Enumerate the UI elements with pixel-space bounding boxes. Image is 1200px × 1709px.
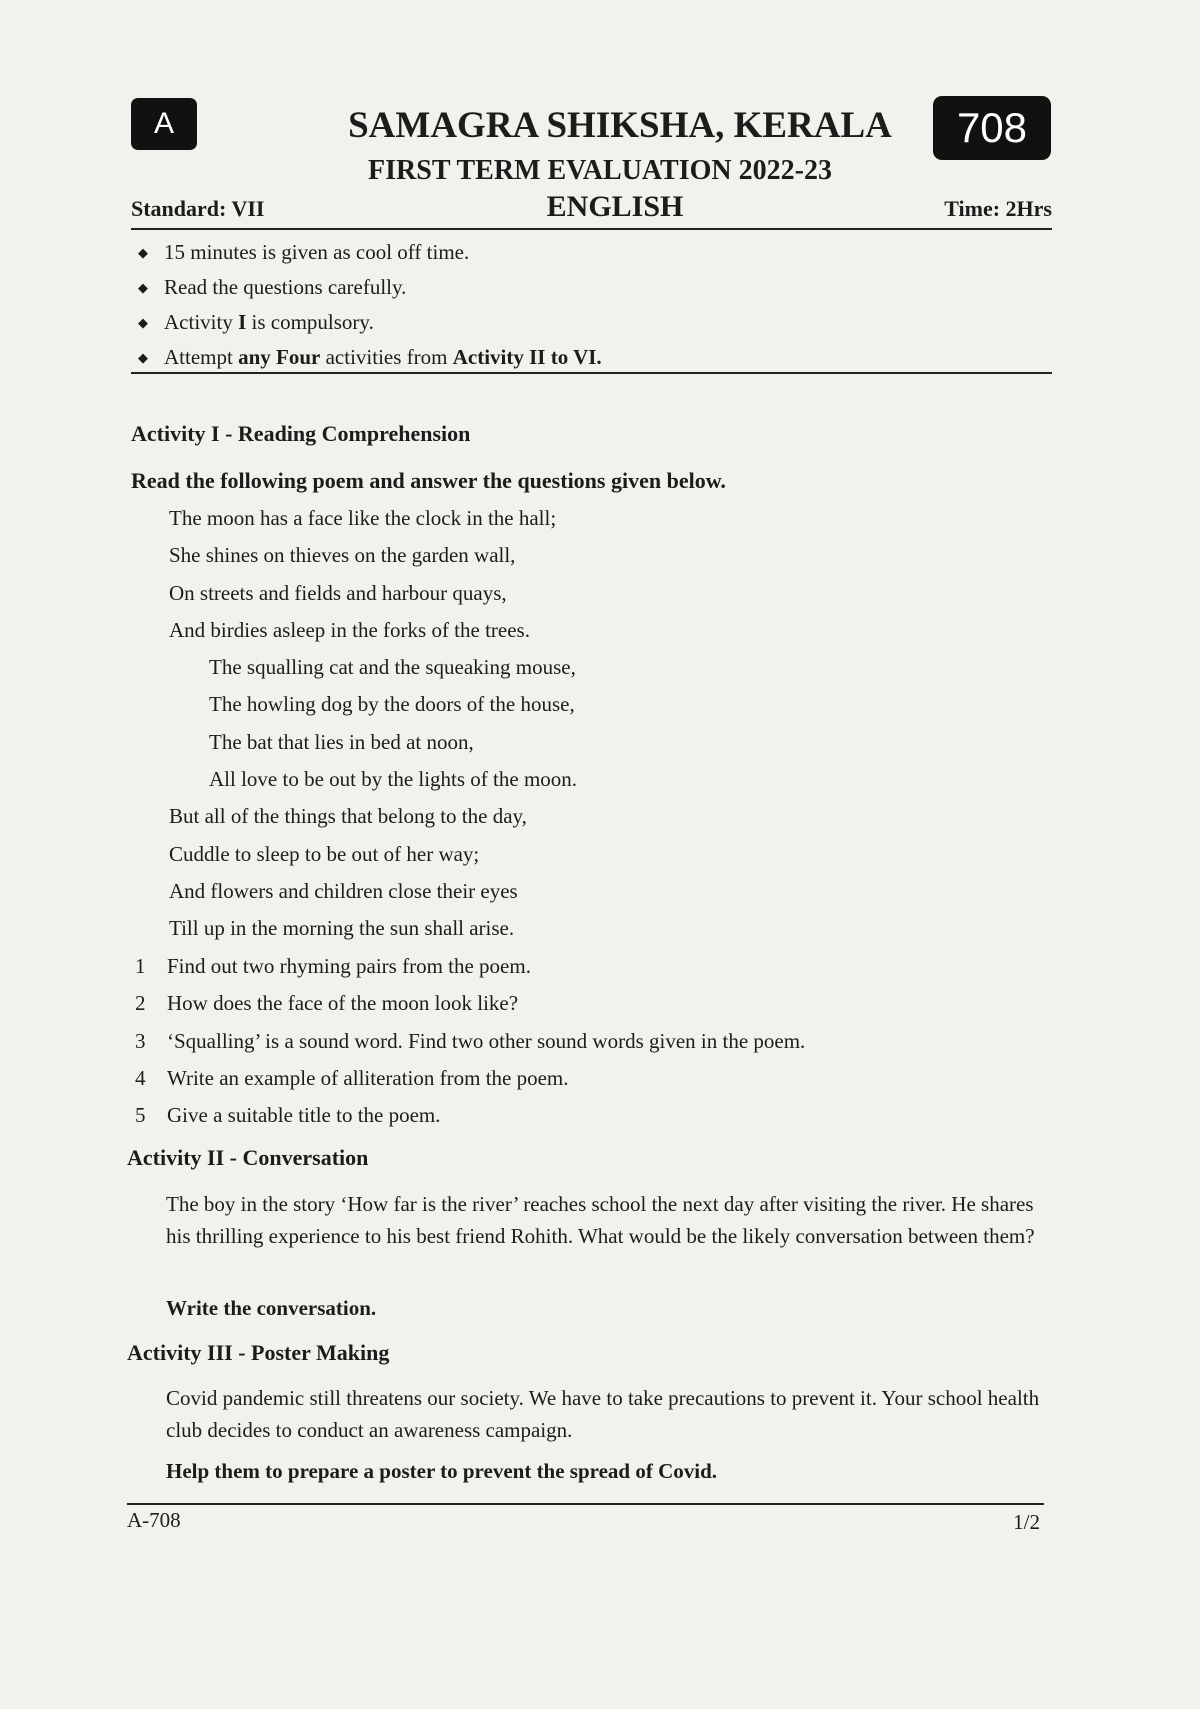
question-item bbox=[135, 1097, 805, 1134]
poem-line: But all of the things that belong to the day, bbox=[169, 804, 527, 829]
subject-title: ENGLISH bbox=[546, 190, 684, 223]
time-label: Time: 2Hrs bbox=[944, 196, 1052, 221]
question-text: Give a suitable title to the poem. bbox=[167, 1103, 441, 1128]
question-item bbox=[135, 985, 805, 1022]
question-text: Find out two rhyming pairs from the poem. bbox=[167, 954, 531, 978]
poem-line: The howling dog by the doors of the house, bbox=[209, 692, 575, 717]
paper-code-badge: 708 bbox=[933, 96, 1051, 160]
poem-line: The squalling cat and the squeaking mouse, bbox=[209, 655, 576, 680]
header-divider bbox=[131, 228, 1052, 230]
question-number: 4 bbox=[135, 1065, 146, 1090]
exam-title: FIRST TERM EVALUATION 2022-23 bbox=[368, 155, 832, 186]
poem-line: Cuddle to sleep to be out of her way; bbox=[169, 841, 480, 866]
question-list bbox=[135, 948, 805, 1134]
instruction-item: ◆ Read the questions carefully. bbox=[138, 271, 602, 306]
question-item bbox=[135, 1060, 805, 1097]
instruction-item: ◆ Activity I is compulsory. bbox=[138, 306, 602, 341]
poem-line: The bat that lies in bed at noon, bbox=[209, 729, 474, 754]
question-number: 5 bbox=[135, 1103, 146, 1128]
activity2-task: Write the conversation. bbox=[166, 1296, 377, 1320]
question-text: Write an example of alliteration from the poem. bbox=[167, 1065, 569, 1090]
instructions-list bbox=[138, 236, 602, 376]
question-text: How does the face of the moon look like? bbox=[167, 991, 519, 1016]
org-title: SAMAGRA SHIKSHA, KERALA bbox=[348, 105, 892, 146]
question-number: 1 bbox=[135, 954, 146, 978]
poem-line: On streets and fields and harbour quays, bbox=[169, 580, 507, 605]
standard-label: Standard: VII bbox=[131, 196, 265, 221]
activity3-heading: Activity III - Poster Making bbox=[127, 1340, 390, 1365]
activity1-heading: Activity I - Reading Comprehension bbox=[131, 421, 471, 446]
poem-line: She shines on thieves on the garden wall, bbox=[169, 543, 516, 568]
poem-line: Till up in the morning the sun shall arise. bbox=[169, 916, 515, 941]
question-item bbox=[135, 1023, 805, 1060]
instruction-item: ◆ 15 minutes is given as cool off time. bbox=[138, 236, 602, 271]
question-number: 2 bbox=[135, 991, 146, 1016]
question-item bbox=[135, 948, 805, 985]
poem-line: And birdies asleep in the forks of the trees. bbox=[169, 617, 530, 642]
question-number: 3 bbox=[135, 1028, 146, 1053]
instructions-divider bbox=[131, 372, 1052, 374]
activity3-text: Covid pandemic still threatens our society. We have to take precautions to prevent it. Your school health club decides to conduct an awareness campaign. bbox=[166, 1386, 1040, 1442]
activity1-instruction: Read the following poem and answer the questions given below. bbox=[131, 468, 726, 493]
activity3-task: Help them to prepare a poster to prevent the spread of Covid. bbox=[166, 1459, 718, 1483]
activity2-heading: Activity II - Conversation bbox=[127, 1145, 369, 1170]
footer-code: A-708 bbox=[127, 1508, 181, 1532]
poem-line: The moon has a face like the clock in the hall; bbox=[169, 506, 557, 530]
question-text: ‘Squalling’ is a sound word. Find two other sound words given in the poem. bbox=[167, 1028, 806, 1053]
activity2-text: The boy in the story ‘How far is the river’ reaches school the next day after visiting the river. He shares his thrilling experience to his best friend Rohith. What would be the likely conversation between them? bbox=[166, 1192, 1035, 1248]
poem-line: All love to be out by the lights of the moon. bbox=[209, 767, 578, 792]
instruction-item: ◆ Attempt any Four activities from Activity II to VI. bbox=[138, 341, 602, 376]
poem-line: And flowers and children close their eyes bbox=[169, 878, 518, 903]
footer-divider bbox=[127, 1503, 1044, 1505]
poem bbox=[169, 500, 577, 948]
set-badge: A bbox=[131, 98, 197, 150]
page-number: 1/2 bbox=[1013, 1510, 1040, 1534]
